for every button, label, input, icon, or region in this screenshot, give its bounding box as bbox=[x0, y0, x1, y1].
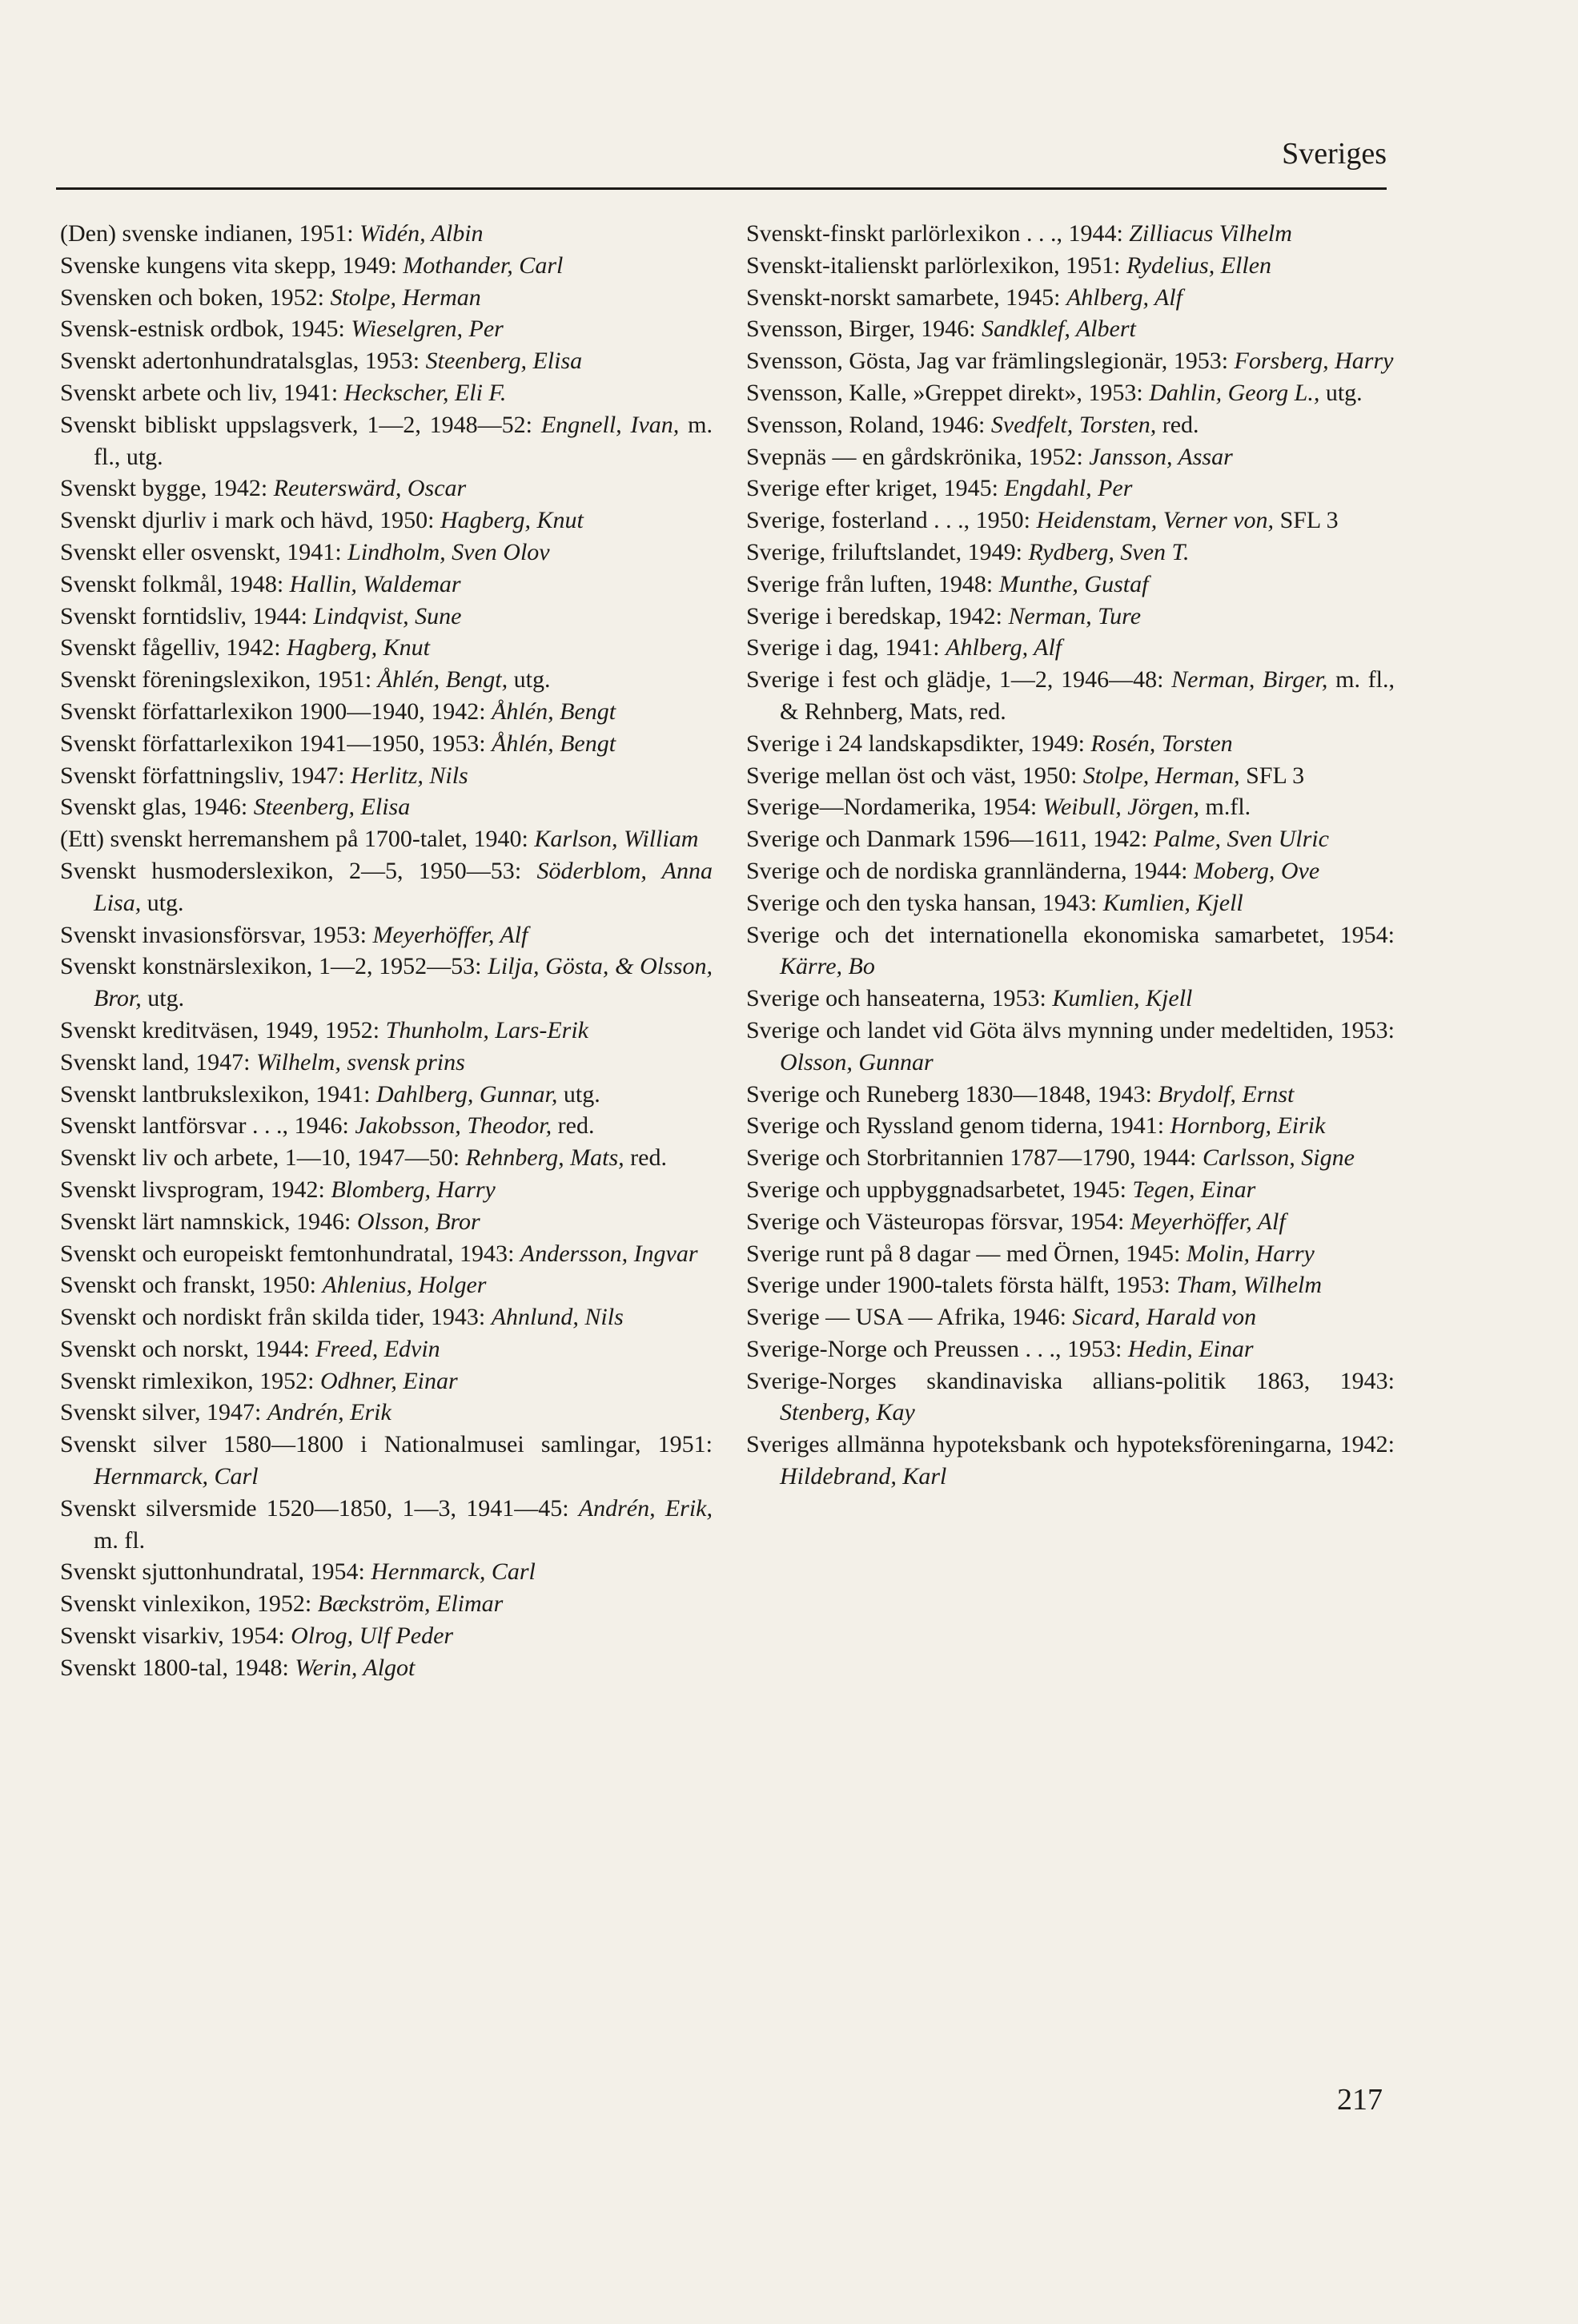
entry-author: Heidenstam, Verner von, bbox=[1036, 507, 1275, 534]
index-entry: Svenskt konstnärslexikon, 1—2, 1952—53: Lilja, Gösta, & Olsson, Bror, utg. bbox=[60, 953, 713, 1012]
entry-author: Nerman, Ture bbox=[1008, 602, 1142, 629]
entry-title: Sverige efter kriget, 1945 bbox=[746, 475, 992, 502]
entry-author: Wilhelm, svensk prins bbox=[256, 1048, 465, 1076]
entry-author: Åhlén, Bengt bbox=[492, 730, 616, 757]
entry-title: Svepnäs — en gårdskrönika, 1952 bbox=[746, 443, 1077, 470]
entry-suffix: red. bbox=[624, 1144, 667, 1172]
index-entry: Svenskt och europeiskt femtonhundratal, 1943: Andersson, Ingvar bbox=[60, 1240, 698, 1267]
index-entry: Svenskt djurliv i mark och hävd, 1950: Hagberg, Knut bbox=[60, 507, 584, 534]
entry-title: Svenskt husmoderslexikon, 2—5, 1950—53 bbox=[60, 857, 515, 884]
entry-title: Svenskt konstnärslexikon, 1—2, 1952—53 bbox=[60, 953, 476, 980]
entry-title: Svenskt-italienskt parlörlexikon, 1951 bbox=[746, 251, 1114, 279]
index-entry: Sverige och de nordiska grannländerna, 1944: Moberg, Ove bbox=[746, 857, 1320, 884]
entry-suffix: SFL 3 bbox=[1239, 762, 1305, 789]
index-entry: Sverige och hanseaterna, 1953: Kumlien, Kjell bbox=[746, 985, 1193, 1012]
entry-title: Sverige från luften, 1948 bbox=[746, 570, 986, 597]
entry-author: Widén, Albin bbox=[359, 220, 484, 247]
index-entry: (Ett) svenskt herremanshem på 1700-talet, 1940: Karlson, William bbox=[60, 826, 699, 853]
index-entry: Sverige runt på 8 dagar — med Örnen, 1945: Molin, Harry bbox=[746, 1240, 1315, 1267]
index-entry: Sveriges allmänna hypoteksbank och hypoteksföreningarna, 1942: Hildebrand, Karl bbox=[746, 1431, 1395, 1490]
index-entry: Svenskt silversmide 1520—1850, 1—3, 1941—45: Andrén, Erik, m. fl. bbox=[60, 1494, 713, 1554]
entry-author: Herlitz, Nils bbox=[351, 762, 468, 789]
entry-author: Ahlenius, Holger bbox=[322, 1272, 487, 1299]
entry-author: Ahnlund, Nils bbox=[491, 1304, 624, 1331]
entry-title: Sverige-Norges skandinaviska allians-politik 1863, 1943 bbox=[746, 1367, 1388, 1394]
entry-author: Olsson, Gunnar bbox=[780, 1048, 934, 1076]
entry-author: Hildebrand, Karl bbox=[780, 1463, 947, 1490]
entry-author: Kärre, Bo bbox=[780, 953, 875, 980]
index-entry: Sverige och Storbritannien 1787—1790, 1944: Carlsson, Signe bbox=[746, 1144, 1355, 1172]
entry-title: (Den) svenske indianen, 1951 bbox=[60, 220, 347, 247]
entry-author: Munthe, Gustaf bbox=[998, 570, 1149, 597]
index-entry: (Den) svenske indianen, 1951: Widén, Albin bbox=[60, 220, 484, 247]
entry-title: Sverige i dag, 1941 bbox=[746, 634, 934, 661]
index-entry: Svenskt glas, 1946: Steenberg, Elisa bbox=[60, 794, 411, 821]
entry-author: Thunholm, Lars-Erik bbox=[385, 1016, 588, 1043]
index-entry: Svenskt husmoderslexikon, 2—5, 1950—53: Söderblom, Anna Lisa, utg. bbox=[60, 857, 713, 916]
index-entry: Svenskt och norskt, 1944: Freed, Edvin bbox=[60, 1335, 440, 1362]
index-entry: Svenskt land, 1947: Wilhelm, svensk prins bbox=[60, 1048, 465, 1076]
entry-title: Sverige i beredskap, 1942 bbox=[746, 602, 996, 629]
index-entry: Sverige under 1900-talets första hälft, 1953: Tham, Wilhelm bbox=[746, 1272, 1323, 1299]
entry-suffix: SFL 3 bbox=[1274, 507, 1339, 534]
entry-author: Andrén, Erik, bbox=[578, 1494, 713, 1522]
index-entry: Sverige mellan öst och väst, 1950: Stolpe, Herman, SFL 3 bbox=[746, 762, 1305, 789]
entry-author: Rydberg, Sven T. bbox=[1028, 538, 1190, 565]
entry-title: Sverige-Norge och Preussen . . ., 1953 bbox=[746, 1335, 1116, 1362]
index-entry: Sverige efter kriget, 1945: Engdahl, Per bbox=[746, 475, 1133, 502]
entry-title: Svenskt och europeiskt femtonhundratal, 1943 bbox=[60, 1240, 508, 1267]
entry-title: Svenskt adertonhundratalsglas, 1953 bbox=[60, 348, 413, 375]
index-entry: Svenskt-norskt samarbete, 1945: Ahlberg, Alf bbox=[746, 283, 1182, 311]
index-entry: Sverige och Västeuropas försvar, 1954: Meyerhöffer, Alf bbox=[746, 1208, 1286, 1235]
entry-title: Svenskt silver, 1947 bbox=[60, 1399, 255, 1426]
entry-suffix: utg. bbox=[508, 666, 551, 694]
index-entry: Sverige, fosterland . . ., 1950: Heidenstam, Verner von, SFL 3 bbox=[746, 507, 1339, 534]
index-entry: Svenskt forntidsliv, 1944: Lindqvist, Sune bbox=[60, 602, 462, 629]
entry-author: Zilliacus Vilhelm bbox=[1129, 220, 1292, 247]
entry-author: Karlson, William bbox=[534, 826, 699, 853]
entry-author: Blomberg, Harry bbox=[331, 1176, 496, 1203]
entry-author: Jansson, Assar bbox=[1089, 443, 1233, 470]
entry-title: Sverige och Storbritannien 1787—1790, 1944 bbox=[746, 1144, 1191, 1172]
entry-author: Olsson, Bror bbox=[356, 1208, 480, 1235]
entry-title: Sverige mellan öst och väst, 1950 bbox=[746, 762, 1070, 789]
entry-author: Meyerhöffer, Alf bbox=[372, 921, 528, 948]
entry-title: Sverige i fest och glädje, 1—2, 1946—48 bbox=[746, 666, 1158, 694]
left-column bbox=[60, 218, 713, 1684]
index-entry: Svenskt författarlexikon 1941—1950, 1953: Åhlén, Bengt bbox=[60, 730, 616, 757]
entry-title: Sverige och det internationella ekonomiska samarbetet, 1954 bbox=[746, 921, 1388, 948]
entry-author: Nerman, Birger, bbox=[1171, 666, 1328, 694]
entry-author: Andersson, Ingvar bbox=[520, 1240, 698, 1267]
entry-title: Svenskt föreningslexikon, 1951 bbox=[60, 666, 365, 694]
entry-title: Svenskt sjuttonhundratal, 1954 bbox=[60, 1558, 359, 1586]
entry-title: Svenskt rimlexikon, 1952 bbox=[60, 1367, 308, 1394]
entry-title: Svenskt och franskt, 1950 bbox=[60, 1272, 310, 1299]
entry-title: Sverige och Danmark 1596—1611, 1942 bbox=[746, 826, 1141, 853]
index-entry: Sverige, friluftslandet, 1949: Rydberg, Sven T. bbox=[746, 538, 1190, 565]
entry-author: Steenberg, Elisa bbox=[425, 348, 583, 375]
entry-suffix: utg. bbox=[141, 889, 184, 916]
entry-author: Lilja, Gösta, & Olsson, Bror, bbox=[94, 953, 713, 1012]
entry-title: Svenskt silver 1580—1800 i Nationalmusei samlingar, 1951 bbox=[60, 1431, 706, 1458]
index-entry: Sverige-Norges skandinaviska allians-politik 1863, 1943: Stenberg, Kay bbox=[746, 1367, 1395, 1426]
entry-title: Svenskt bygge, 1942 bbox=[60, 475, 261, 502]
index-entry: Svensson, Kalle, »Greppet direkt», 1953: Dahlin, Georg L., utg. bbox=[746, 379, 1363, 406]
entry-title: Svenskt visarkiv, 1954 bbox=[60, 1622, 279, 1650]
entry-author: Lindholm, Sven Olov bbox=[347, 538, 550, 565]
entry-author: Wieselgren, Per bbox=[351, 316, 504, 343]
entry-author: Stolpe, Herman, bbox=[1082, 762, 1240, 789]
entry-author: Molin, Harry bbox=[1186, 1240, 1315, 1267]
index-entry: Svenskt bibliskt uppslagsverk, 1—2, 1948—52: Engnell, Ivan, m. fl., utg. bbox=[60, 411, 713, 470]
entry-title: Svenskt djurliv i mark och hävd, 1950 bbox=[60, 507, 428, 534]
entry-author: Engdahl, Per bbox=[1004, 475, 1133, 502]
index-entry: Svenskt folkmål, 1948: Hallin, Waldemar bbox=[60, 570, 461, 597]
entry-title: Sverige — USA — Afrika, 1946 bbox=[746, 1304, 1060, 1331]
index-entry: Svenskt-finskt parlörlexikon . . ., 1944: Zilliacus Vilhelm bbox=[746, 220, 1292, 247]
index-entry: Svenskt silver 1580—1800 i Nationalmusei samlingar, 1951: Hernmarck, Carl bbox=[60, 1431, 713, 1490]
entry-author: Carlsson, Signe bbox=[1202, 1144, 1355, 1172]
entry-author: Hedin, Einar bbox=[1127, 1335, 1254, 1362]
entry-author: Kumlien, Kjell bbox=[1052, 985, 1193, 1012]
entry-author: Ahlberg, Alf bbox=[946, 634, 1062, 661]
index-entry: Svensken och boken, 1952: Stolpe, Herman bbox=[60, 283, 481, 311]
index-entry: Sverige i 24 landskapsdikter, 1949: Rosén, Torsten bbox=[746, 730, 1233, 757]
entry-title: Svensken och boken, 1952 bbox=[60, 283, 318, 311]
entry-author: Dahlin, Georg L., bbox=[1149, 379, 1320, 406]
entry-title: Sverige—Nordamerika, 1954 bbox=[746, 794, 1030, 821]
entry-author: Hernmarck, Carl bbox=[371, 1558, 536, 1586]
entry-author: Dahlberg, Gunnar, bbox=[376, 1080, 558, 1108]
index-entry: Svenskt liv och arbete, 1—10, 1947—50: Rehnberg, Mats, red. bbox=[60, 1144, 667, 1172]
entry-suffix: m. fl. bbox=[94, 1526, 146, 1554]
entry-author: Bæckström, Elimar bbox=[317, 1590, 504, 1618]
index-entry: Svenske kungens vita skepp, 1949: Mothander, Carl bbox=[60, 251, 564, 279]
entry-author: Jakobsson, Theodor, bbox=[355, 1112, 552, 1140]
entry-title: Sveriges allmänna hypoteksbank och hypoteksföreningarna, 1942 bbox=[746, 1431, 1388, 1458]
entry-author: Odhner, Einar bbox=[320, 1367, 458, 1394]
entry-author: Ahlberg, Alf bbox=[1066, 283, 1182, 311]
entry-title: Sverige och Ryssland genom tiderna, 1941 bbox=[746, 1112, 1158, 1140]
index-entry: Svenskt författningsliv, 1947: Herlitz, Nils bbox=[60, 762, 468, 789]
entry-title: Svenskt livsprogram, 1942 bbox=[60, 1176, 319, 1203]
index-entry: Svenskt livsprogram, 1942: Blomberg, Harry bbox=[60, 1176, 496, 1203]
entry-author: Brydolf, Ernst bbox=[1158, 1080, 1295, 1108]
entry-title: Svenskt eller osvenskt, 1941 bbox=[60, 538, 335, 565]
entry-author: Rosén, Torsten bbox=[1090, 730, 1233, 757]
index-entry: Svenskt eller osvenskt, 1941: Lindholm, Sven Olov bbox=[60, 538, 550, 565]
entry-author: Moberg, Ove bbox=[1194, 857, 1320, 884]
entry-suffix: m. fl., & Rehnberg, Mats, red. bbox=[780, 666, 1395, 725]
entry-title: Sverige, friluftslandet, 1949 bbox=[746, 538, 1016, 565]
entry-title: Svenskt glas, 1946 bbox=[60, 794, 241, 821]
entry-author: Svedfelt, Torsten, bbox=[990, 411, 1157, 438]
page-number: 217 bbox=[1337, 2083, 1383, 2117]
entry-title: Sverige och de nordiska grannländerna, 1944 bbox=[746, 857, 1182, 884]
entry-title: Svenskt invasionsförsvar, 1953 bbox=[60, 921, 360, 948]
entry-title: Sverige och landet vid Göta älvs mynning under medeltiden, 1953 bbox=[746, 1016, 1388, 1043]
index-entry: Sverige och landet vid Göta älvs mynning under medeltiden, 1953: Olsson, Gunnar bbox=[746, 1016, 1395, 1076]
entry-title: Sverige under 1900-talets första hälft, 1953 bbox=[746, 1272, 1164, 1299]
entry-title: Svenskt silversmide 1520—1850, 1—3, 1941—45 bbox=[60, 1494, 563, 1522]
entry-author: Engnell, Ivan, bbox=[540, 411, 680, 438]
entry-title: Svenskt lantbrukslexikon, 1941 bbox=[60, 1080, 364, 1108]
entry-suffix: m. fl., utg. bbox=[94, 411, 713, 470]
entry-author: Rydelius, Ellen bbox=[1126, 251, 1272, 279]
entry-title: Svensson, Roland, 1946 bbox=[746, 411, 979, 438]
entry-title: Svenskt arbete och liv, 1941 bbox=[60, 379, 331, 406]
index-entry: Svenskt fågelliv, 1942: Hagberg, Knut bbox=[60, 634, 430, 661]
index-entry: Sverige och den tyska hansan, 1943: Kumlien, Kjell bbox=[746, 889, 1243, 916]
entry-suffix: red. bbox=[552, 1112, 595, 1140]
entry-author: Palme, Sven Ulric bbox=[1153, 826, 1329, 853]
entry-title: Svenskt fågelliv, 1942 bbox=[60, 634, 275, 661]
entry-title: Svenskt författarlexikon 1900—1940, 1942 bbox=[60, 698, 480, 725]
entry-title: Sverige och Västeuropas försvar, 1954 bbox=[746, 1208, 1118, 1235]
running-header: Sveriges bbox=[1282, 137, 1387, 171]
entry-suffix: utg. bbox=[1319, 379, 1363, 406]
entry-title: Svenskt-finskt parlörlexikon . . ., 1944 bbox=[746, 220, 1117, 247]
index-entry: Svensk-estnisk ordbok, 1945: Wieselgren, Per bbox=[60, 316, 504, 343]
entry-title: (Ett) svenskt herremanshem på 1700-talet, 1940 bbox=[60, 826, 522, 853]
index-entry: Svenskt lantförsvar . . ., 1946: Jakobsson, Theodor, red. bbox=[60, 1112, 595, 1140]
index-entry: Sverige i dag, 1941: Ahlberg, Alf bbox=[746, 634, 1062, 661]
index-entry: Svenskt vinlexikon, 1952: Bæckström, Elimar bbox=[60, 1590, 504, 1618]
entry-author: Stenberg, Kay bbox=[780, 1399, 915, 1426]
index-entry: Svenskt föreningslexikon, 1951: Åhlén, Bengt, utg. bbox=[60, 666, 551, 694]
index-entry: Sverige i fest och glädje, 1—2, 1946—48: Nerman, Birger, m. fl., & Rehnberg, Mats, red. bbox=[746, 666, 1395, 725]
entry-title: Svenskt och norskt, 1944 bbox=[60, 1335, 303, 1362]
entry-author: Hagberg, Knut bbox=[287, 634, 430, 661]
right-column bbox=[746, 218, 1395, 1493]
entry-title: Svensson, Kalle, »Greppet direkt», 1953 bbox=[746, 379, 1137, 406]
entry-title: Svenskt 1800-tal, 1948 bbox=[60, 1654, 283, 1681]
index-entry: Sverige och uppbyggnadsarbetet, 1945: Tegen, Einar bbox=[746, 1176, 1256, 1203]
entry-title: Svenske kungens vita skepp, 1949 bbox=[60, 251, 391, 279]
index-entry: Sverige och Runeberg 1830—1848, 1943: Brydolf, Ernst bbox=[746, 1080, 1295, 1108]
index-entry: Svensson, Gösta, Jag var främlingslegionär, 1953: Forsberg, Harry bbox=[746, 348, 1394, 375]
index-entry: Svenskt silver, 1947: Andrén, Erik bbox=[60, 1399, 391, 1426]
entry-author: Rehnberg, Mats, bbox=[465, 1144, 624, 1172]
index-entry: Svensson, Birger, 1946: Sandklef, Albert bbox=[746, 316, 1136, 343]
header-rule bbox=[56, 187, 1387, 190]
entry-suffix: m.fl. bbox=[1199, 794, 1251, 821]
entry-title: Svenskt vinlexikon, 1952 bbox=[60, 1590, 305, 1618]
index-entry: Svenskt arbete och liv, 1941: Heckscher, Eli F. bbox=[60, 379, 507, 406]
index-entry: Svenskt sjuttonhundratal, 1954: Hernmarck, Carl bbox=[60, 1558, 536, 1586]
entry-title: Svenskt-norskt samarbete, 1945 bbox=[746, 283, 1054, 311]
entry-author: Hallin, Waldemar bbox=[289, 570, 461, 597]
entry-title: Svenskt bibliskt uppslagsverk, 1—2, 1948—52 bbox=[60, 411, 526, 438]
entry-author: Sandklef, Albert bbox=[982, 316, 1136, 343]
entry-title: Svensk-estnisk ordbok, 1945 bbox=[60, 316, 339, 343]
entry-author: Reuterswärd, Oscar bbox=[273, 475, 467, 502]
index-entry: Sverige — USA — Afrika, 1946: Sicard, Harald von bbox=[746, 1304, 1257, 1331]
entry-author: Steenberg, Elisa bbox=[253, 794, 411, 821]
index-entry: Sverige och det internationella ekonomiska samarbetet, 1954: Kärre, Bo bbox=[746, 921, 1395, 980]
entry-author: Andrén, Erik bbox=[267, 1399, 391, 1426]
entry-title: Svensson, Gösta, Jag var främlingslegionär, 1953 bbox=[746, 348, 1222, 375]
entry-title: Sverige och uppbyggnadsarbetet, 1945 bbox=[746, 1176, 1120, 1203]
index-entry: Svenskt visarkiv, 1954: Olrog, Ulf Peder bbox=[60, 1622, 454, 1650]
entry-title: Svenskt lantförsvar . . ., 1946 bbox=[60, 1112, 343, 1140]
index-entry: Svenskt författarlexikon 1900—1940, 1942: Åhlén, Bengt bbox=[60, 698, 616, 725]
entry-suffix: utg. bbox=[557, 1080, 600, 1108]
entry-title: Svenskt forntidsliv, 1944 bbox=[60, 602, 301, 629]
index-entry: Sverige-Norge och Preussen . . ., 1953: Hedin, Einar bbox=[746, 1335, 1254, 1362]
entry-author: Forsberg, Harry bbox=[1234, 348, 1394, 375]
entry-title: Sverige och den tyska hansan, 1943 bbox=[746, 889, 1090, 916]
index-entry: Svenskt och franskt, 1950: Ahlenius, Holger bbox=[60, 1272, 487, 1299]
entry-author: Werin, Algot bbox=[295, 1654, 416, 1681]
entry-title: Svenskt kreditväsen, 1949, 1952 bbox=[60, 1016, 373, 1043]
entry-author: Weibull, Jörgen, bbox=[1042, 794, 1199, 821]
entry-author: Hagberg, Knut bbox=[440, 507, 584, 534]
entry-author: Åhlén, Bengt bbox=[492, 698, 616, 725]
entry-author: Mothander, Carl bbox=[403, 251, 564, 279]
entry-author: Heckscher, Eli F. bbox=[343, 379, 507, 406]
index-entry: Svenskt kreditväsen, 1949, 1952: Thunholm, Lars-Erik bbox=[60, 1016, 588, 1043]
index-entry: Svenskt adertonhundratalsglas, 1953: Steenberg, Elisa bbox=[60, 348, 583, 375]
index-entry: Svensson, Roland, 1946: Svedfelt, Torsten, red. bbox=[746, 411, 1199, 438]
index-entry: Sverige och Danmark 1596—1611, 1942: Palme, Sven Ulric bbox=[746, 826, 1329, 853]
index-entry: Sverige i beredskap, 1942: Nerman, Ture bbox=[746, 602, 1142, 629]
entry-author: Tham, Wilhelm bbox=[1176, 1272, 1323, 1299]
entry-author: Olrog, Ulf Peder bbox=[291, 1622, 454, 1650]
entry-author: Hernmarck, Carl bbox=[94, 1463, 259, 1490]
entry-author: Meyerhöffer, Alf bbox=[1130, 1208, 1286, 1235]
entry-author: Stolpe, Herman bbox=[330, 283, 481, 311]
entry-title: Svenskt författningsliv, 1947 bbox=[60, 762, 339, 789]
entry-author: Sicard, Harald von bbox=[1072, 1304, 1257, 1331]
index-entry: Svenskt rimlexikon, 1952: Odhner, Einar bbox=[60, 1367, 458, 1394]
entry-title: Svenskt land, 1947 bbox=[60, 1048, 244, 1076]
index-entry: Svenskt 1800-tal, 1948: Werin, Algot bbox=[60, 1654, 416, 1681]
index-entry: Sverige från luften, 1948: Munthe, Gustaf bbox=[746, 570, 1149, 597]
entry-title: Sverige och hanseaterna, 1953 bbox=[746, 985, 1040, 1012]
entry-title: Sverige, fosterland . . ., 1950 bbox=[746, 507, 1024, 534]
entry-title: Svenskt lärt namnskick, 1946 bbox=[60, 1208, 344, 1235]
entry-title: Sverige i 24 landskapsdikter, 1949 bbox=[746, 730, 1078, 757]
entry-title: Sverige och Runeberg 1830—1848, 1943 bbox=[746, 1080, 1146, 1108]
index-entry: Svenskt och nordiskt från skilda tider, 1943: Ahnlund, Nils bbox=[60, 1304, 624, 1331]
entry-title: Sverige runt på 8 dagar — med Örnen, 1945 bbox=[746, 1240, 1174, 1267]
entry-suffix: utg. bbox=[141, 985, 185, 1012]
index-entry: Svenskt lärt namnskick, 1946: Olsson, Bror bbox=[60, 1208, 480, 1235]
entry-suffix: red. bbox=[1156, 411, 1199, 438]
entry-title: Svenskt och nordiskt från skilda tider, 1943 bbox=[60, 1304, 479, 1331]
index-entry: Svenskt-italienskt parlörlexikon, 1951: Rydelius, Ellen bbox=[746, 251, 1272, 279]
entry-author: Hornborg, Eirik bbox=[1170, 1112, 1326, 1140]
entry-author: Lindqvist, Sune bbox=[313, 602, 462, 629]
index-entry: Svenskt invasionsförsvar, 1953: Meyerhöffer, Alf bbox=[60, 921, 528, 948]
entry-title: Svenskt liv och arbete, 1—10, 1947—50 bbox=[60, 1144, 453, 1172]
entry-title: Svensson, Birger, 1946 bbox=[746, 316, 970, 343]
entry-author: Söderblom, Anna Lisa, bbox=[94, 857, 713, 916]
entry-author: Åhlén, Bengt, bbox=[377, 666, 508, 694]
entry-author: Freed, Edvin bbox=[315, 1335, 440, 1362]
entry-title: Svenskt författarlexikon 1941—1950, 1953 bbox=[60, 730, 480, 757]
index-entry: Svenskt bygge, 1942: Reuterswärd, Oscar bbox=[60, 475, 467, 502]
index-entry: Svepnäs — en gårdskrönika, 1952: Jansson, Assar bbox=[746, 443, 1233, 470]
index-entry: Svenskt lantbrukslexikon, 1941: Dahlberg, Gunnar, utg. bbox=[60, 1080, 600, 1108]
index-entry: Sverige och Ryssland genom tiderna, 1941: Hornborg, Eirik bbox=[746, 1112, 1326, 1140]
entry-author: Kumlien, Kjell bbox=[1102, 889, 1243, 916]
entry-author: Tegen, Einar bbox=[1132, 1176, 1256, 1203]
index-entry: Sverige—Nordamerika, 1954: Weibull, Jörgen, m.fl. bbox=[746, 794, 1251, 821]
entry-title: Svenskt folkmål, 1948 bbox=[60, 570, 277, 597]
